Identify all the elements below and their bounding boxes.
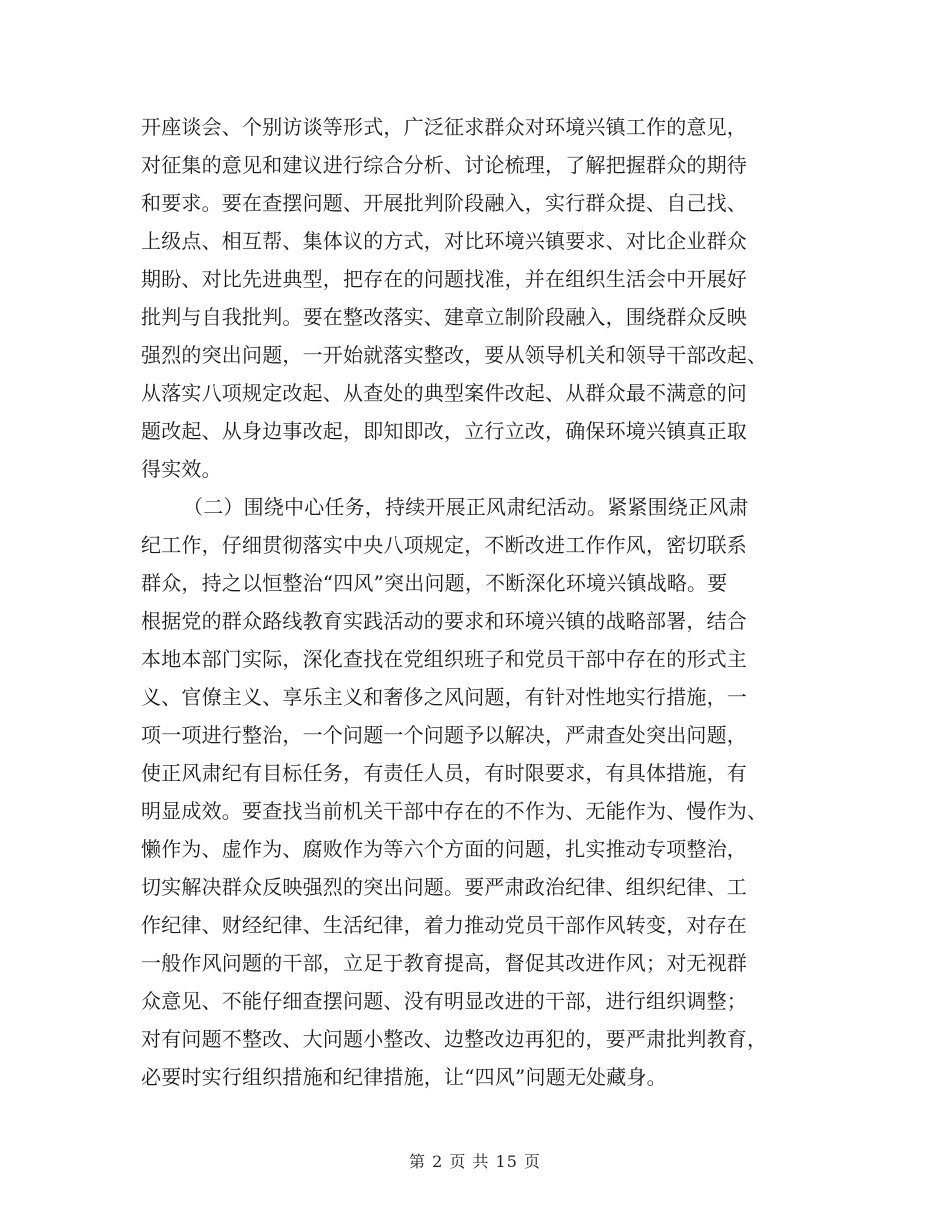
text-line: 懒作为、虚作为、腐败作为等六个方面的问题，扎实推动专项整治， [141, 837, 747, 861]
text-line: 一般作风问题的干部，立足于教育提高，督促其改进作风；对无视群 [141, 951, 747, 975]
text-line: 作纪律、财经纪律、生活纪律，着力推动党员干部作风转变，对存在 [141, 913, 747, 937]
section-heading-line: （二）围绕中心任务，持续开展正风肃纪活动。紧紧围绕正风肃 [183, 495, 749, 519]
text-line: 期盼、对比先进典型，把存在的问题找准，并在组织生活会中开展好 [141, 267, 747, 291]
text-line: 从落实八项规定改起、从查处的典型案件改起、从群众最不满意的问 [141, 381, 747, 405]
text-line: 批判与自我批判。要在整改落实、建章立制阶段融入，围绕群众反映 [141, 305, 747, 329]
text-line: 项一项进行整治，一个问题一个问题予以解决，严肃查处突出问题， [141, 723, 747, 747]
text-line: 本地本部门实际，深化查找在党组织班子和党员干部中存在的形式主 [141, 647, 747, 671]
text-line: 群众，持之以恒整治“四风”突出问题，不断深化环境兴镇战略。要 [141, 571, 728, 595]
page-footer: 第 2 页 共 15 页 [409, 1152, 541, 1171]
text-line: 义、官僚主义、享乐主义和奢侈之风问题，有针对性地实行措施，一 [141, 685, 747, 709]
text-line: 必要时实行组织措施和纪律措施，让“四风”问题无处藏身。 [141, 1065, 667, 1089]
text-line: 根据党的群众路线教育实践活动的要求和环境兴镇的战略部署，结合 [141, 609, 747, 633]
text-line: 上级点、相互帮、集体议的方式，对比环境兴镇要求、对比企业群众 [141, 229, 747, 253]
text-line: 和要求。要在查摆问题、开展批判阶段融入，实行群众提、自己找、 [141, 191, 747, 215]
text-line: 对有问题不整改、大问题小整改、边整改边再犯的，要严肃批判教育， [141, 1027, 768, 1051]
text-line: 使正风肃纪有目标任务，有责任人员，有时限要求，有具体措施，有 [141, 761, 747, 785]
text-line: 纪工作，仔细贯彻落实中央八项规定，不断改进工作作风，密切联系 [141, 533, 747, 557]
text-line: 对征集的意见和建议进行综合分析、讨论梳理，了解把握群众的期待 [141, 153, 747, 177]
text-line: 强烈的突出问题，一开始就落实整改，要从领导机关和领导干部改起、 [141, 343, 768, 367]
text-line: 开座谈会、个别访谈等形式，广泛征求群众对环境兴镇工作的意见， [141, 115, 747, 139]
text-line: 得实效。 [141, 457, 222, 481]
text-line: 题改起、从身边事改起，即知即改，立行立改，确保环境兴镇真正取 [141, 419, 747, 443]
text-line: 明显成效。要查找当前机关干部中存在的不作为、无能作为、慢作为、 [141, 799, 768, 823]
text-line: 众意见、不能仔细查摆问题、没有明显改进的干部，进行组织调整； [141, 989, 747, 1013]
text-line: 切实解决群众反映强烈的突出问题。要严肃政治纪律、组织纪律、工 [141, 875, 747, 899]
body-text [141, 108, 813, 1096]
